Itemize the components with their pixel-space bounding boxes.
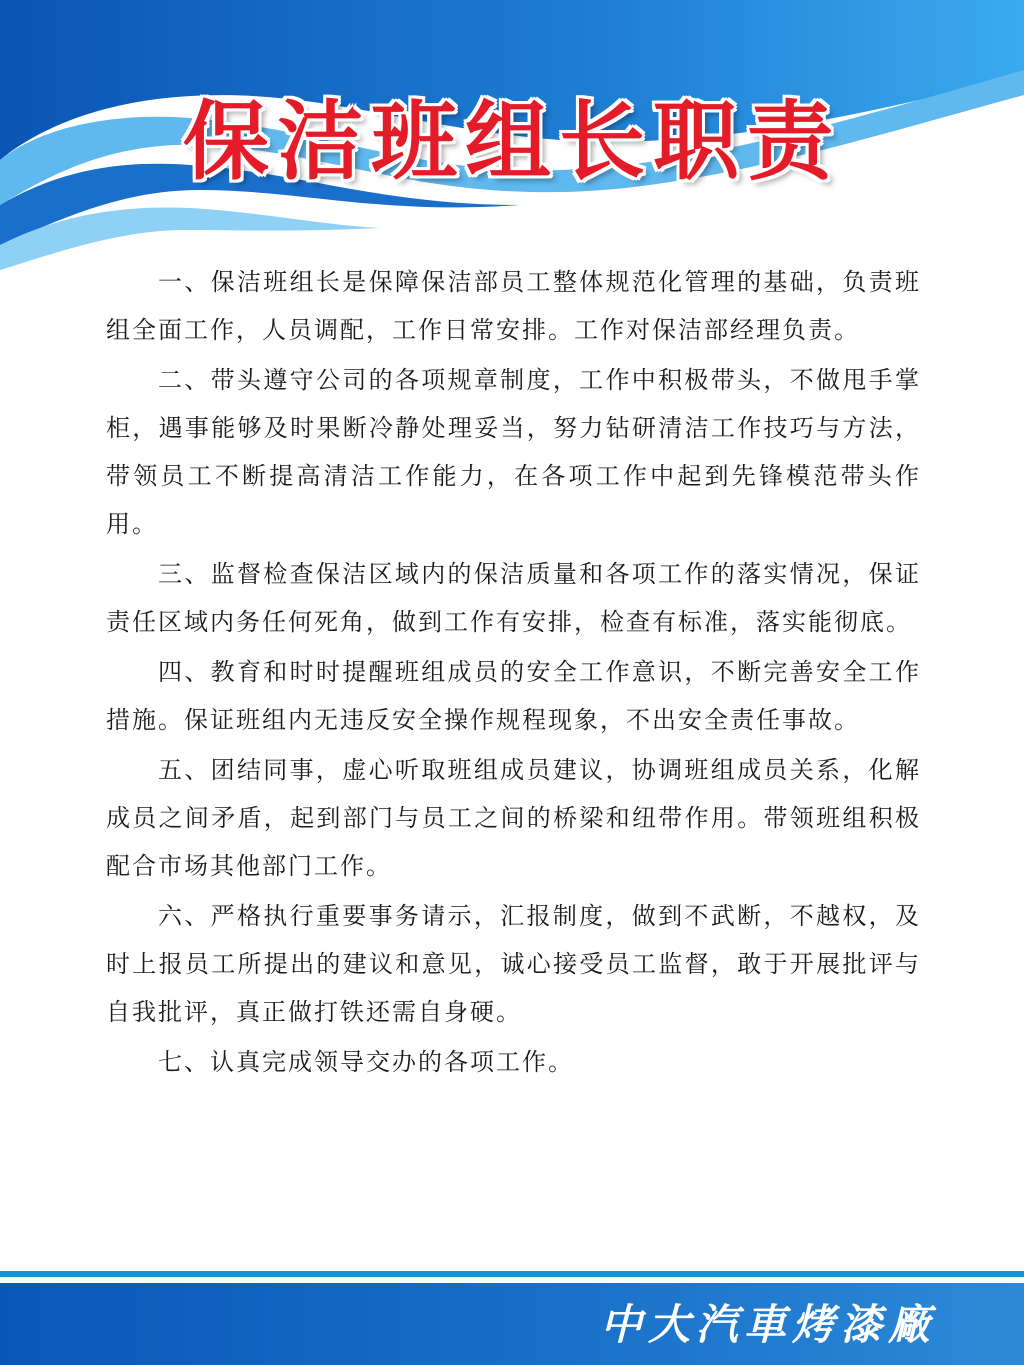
duty-paragraph: 一、保洁班组长是保障保洁部员工整体规范化管理的基础，负责班组全面工作，人员调配，工作日常安排。工作对保洁部经理负责。 [106,268,921,344]
duty-paragraph: 四、教育和时时提醒班组成员的安全工作意识，不断完善安全工作措施。保证班组内无违反安全操作规程现象，不出安全责任事故。 [106,658,921,734]
page-title: 保洁班组长职责 [183,91,841,192]
duty-paragraph: 五、团结同事，虚心听取班组成员建议，协调班组成员关系，化解成员之间矛盾，起到部门与员工之间的桥梁和纽带作用。带领班组积极配合市场其他部门工作。 [106,756,921,880]
duty-paragraph: 七、认真完成领导交办的各项工作。 [158,1048,574,1076]
duties-text [106,258,921,1088]
duty-paragraph: 二、带头遵守公司的各项规章制度，工作中积极带头，不做甩手掌柜，遇事能够及时果断冷静处理妥当，努力钻研清洁工作技巧与方法，带领员工不断提高清洁工作能力，在各项工作中起到先锋模范带头作用。 [106,366,921,538]
footer-divider [0,1271,1024,1277]
company-name: 中大汽車烤漆廠 [599,1300,936,1349]
duty-paragraph: 六、严格执行重要事务请示，汇报制度，做到不武断，不越权，及时上报员工所提出的建议和意见，诚心接受员工监督，敢于开展批评与自我批评，真正做打铁还需自身硬。 [106,902,921,1026]
duty-paragraph: 三、监督检查保洁区域内的保洁质量和各项工作的落实情况，保证责任区域内务任何死角，做到工作有安排，检查有标准，落实能彻底。 [106,560,921,636]
